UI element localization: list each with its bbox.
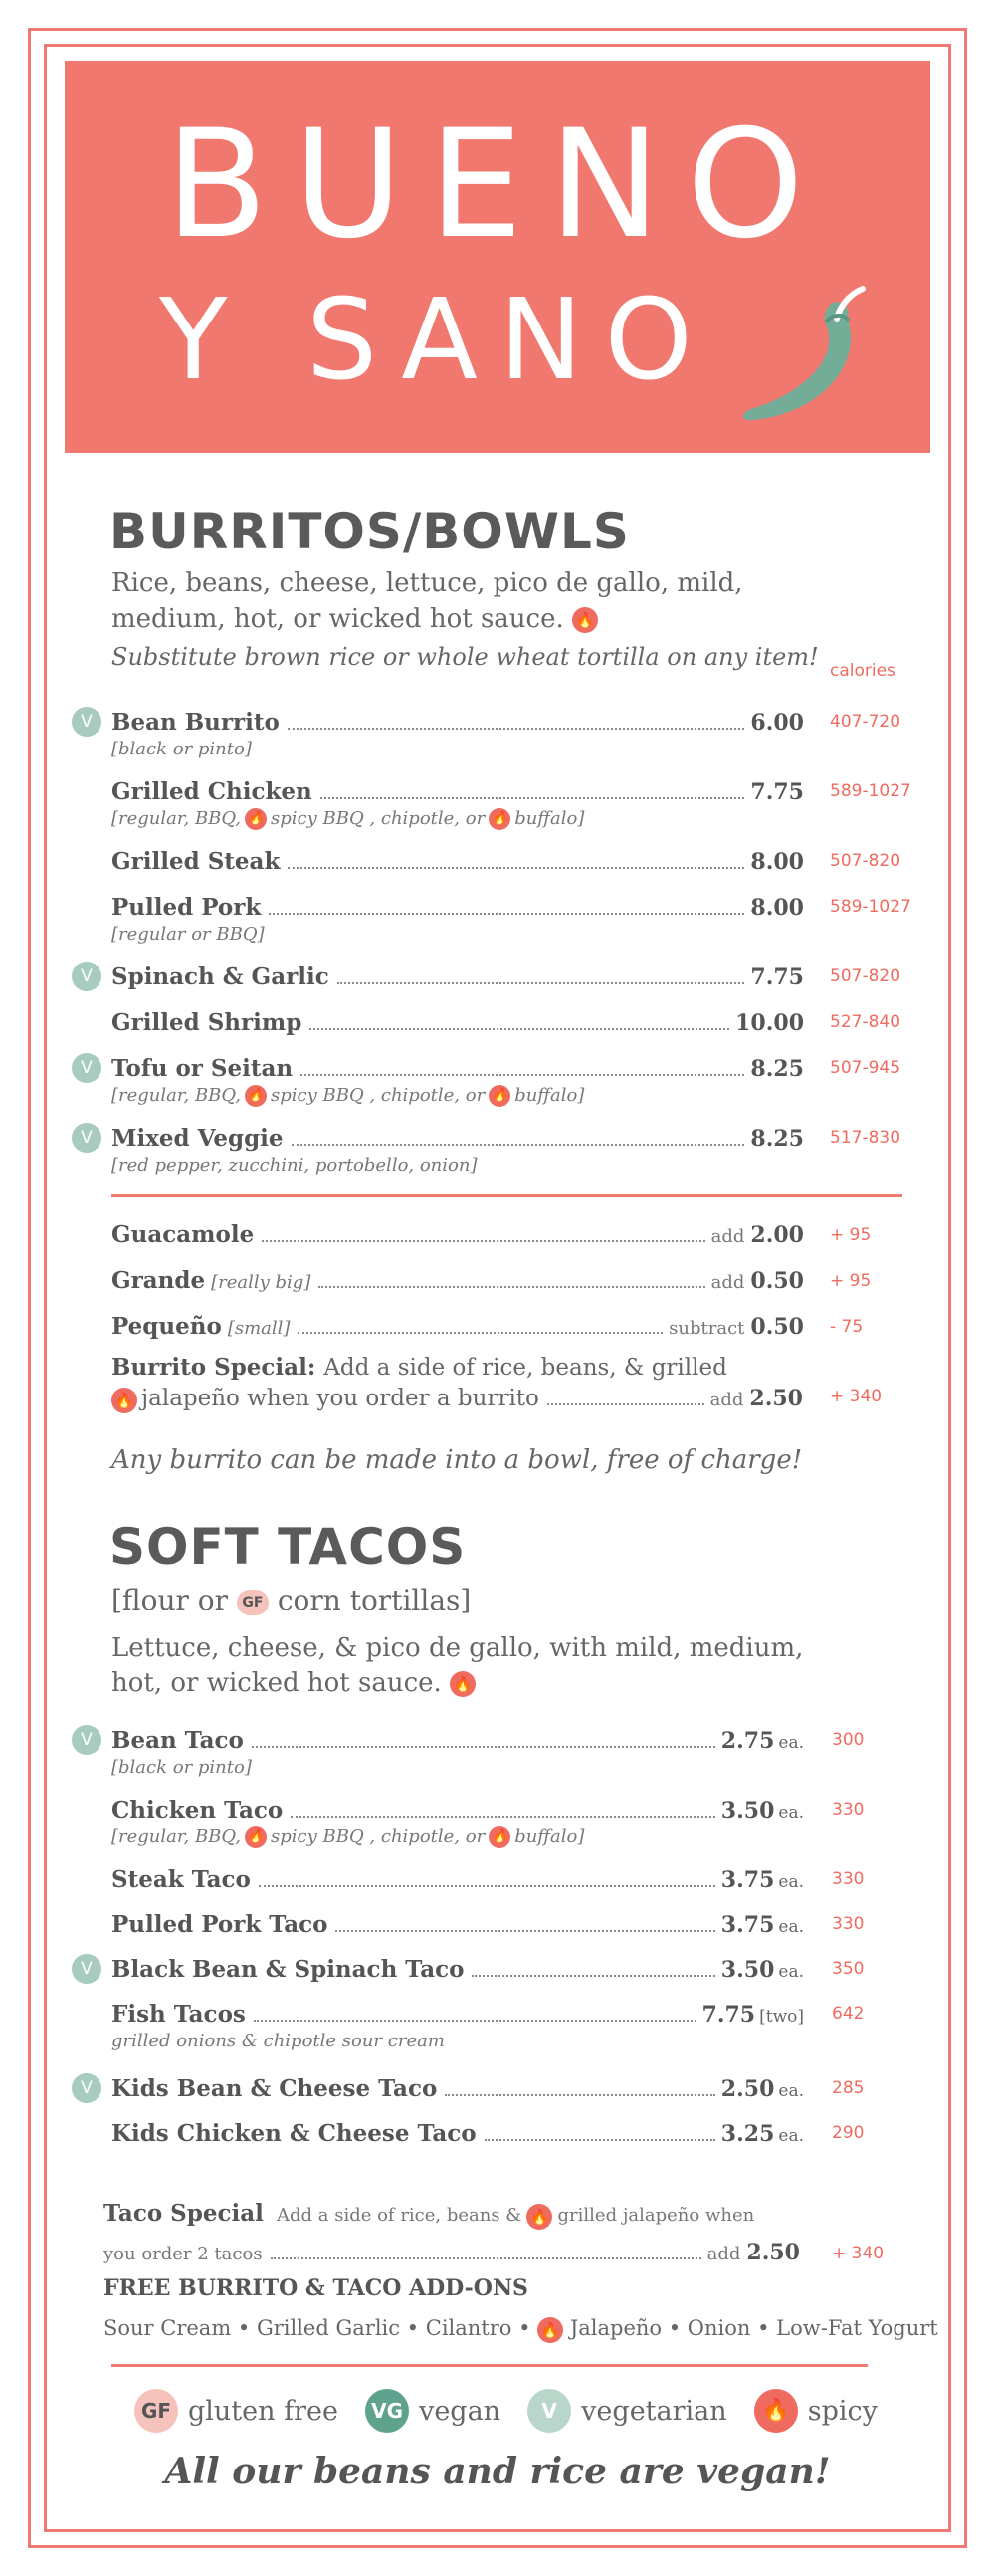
- addon-name: Guacamole: [111, 1221, 255, 1248]
- legend-vegetarian-label: vegetarian: [581, 2395, 727, 2427]
- item-calories: 350: [832, 1959, 865, 1979]
- item-calories: 330: [832, 1914, 865, 1934]
- item-name: Chicken Taco: [111, 1797, 284, 1824]
- legend-gluten-free-label: gluten free: [188, 2395, 338, 2427]
- free-addons-title: FREE BURRITO & TACO ADD-ONS: [103, 2275, 528, 2301]
- item-name: Bean Burrito: [111, 709, 280, 736]
- burrito-special-price: 2.50: [749, 1386, 803, 1411]
- menu-item-mixed-veggie: [111, 1125, 804, 1152]
- leader-dots: [318, 1286, 704, 1288]
- flame-icon: 🔥: [572, 607, 598, 633]
- item-name: Bean Taco: [111, 1727, 244, 1754]
- item-price: 3.75: [720, 1867, 775, 1893]
- vegetarian-icon: V: [72, 2073, 101, 2103]
- item-name: Grilled Shrimp: [111, 1009, 302, 1036]
- burritos-description-line-2: [111, 601, 598, 637]
- menu-item-pulled-pork-taco: [111, 1911, 804, 1938]
- flame-icon: 🔥: [245, 808, 267, 830]
- menu-item-bean-taco: [111, 1727, 804, 1754]
- item-price: 2.75: [720, 1728, 775, 1754]
- leader-dots: [269, 913, 744, 915]
- item-calories: 330: [832, 1869, 865, 1889]
- vegetarian-icon: V: [72, 1725, 101, 1755]
- menu-item-tofu-or-seitan: [111, 1055, 804, 1082]
- item-name: Tofu or Seitan: [111, 1055, 294, 1082]
- item-name: Black Bean & Spinach Taco: [111, 1956, 465, 1983]
- flame-icon: 🔥: [245, 1826, 267, 1848]
- item-name: Spinach & Garlic: [111, 964, 329, 990]
- taco-special-line-1: [103, 2200, 754, 2230]
- burrito-special-text-2: jalapeño when you order a burrito: [141, 1386, 539, 1411]
- menu-item-bean-burrito: [111, 709, 804, 736]
- vegetarian-icon: V: [72, 1053, 101, 1083]
- menu-item-pulled-pork: [111, 894, 804, 921]
- item-price: 8.00: [750, 895, 804, 921]
- item-note-b: spicy BBQ , chipotle, or: [271, 1085, 486, 1106]
- item-unit: ea.: [778, 2126, 804, 2146]
- addon-peque-o: [111, 1313, 804, 1340]
- addon-name: Grande: [111, 1267, 206, 1294]
- menu-item-grilled-steak: [111, 848, 804, 875]
- leader-dots: [320, 797, 745, 799]
- item-unit: ea.: [778, 1962, 804, 1982]
- leader-dots: [337, 982, 745, 984]
- taco-special-text-1a: Add a side of rice, beans &: [276, 2205, 522, 2226]
- logo-banner: [65, 61, 930, 453]
- item-name: Pulled Pork: [111, 894, 262, 921]
- item-calories: 507-945: [830, 1058, 901, 1078]
- addon-prefix: add: [710, 1226, 745, 1247]
- legend-vegan-label: vegan: [419, 2395, 501, 2427]
- burrito-special-prefix: add: [709, 1390, 744, 1410]
- menu-item-chicken-taco: [111, 1797, 804, 1824]
- burrito-special-calories: + 340: [830, 1387, 883, 1406]
- item-price: 3.25: [720, 2121, 775, 2147]
- leader-dots: [472, 1975, 714, 1977]
- addon-prefix: add: [710, 1272, 745, 1293]
- item-calories: 589-1027: [830, 781, 911, 801]
- item-price: 8.00: [750, 849, 804, 875]
- tacos-description-line-1: Lettuce, cheese, & pico de gallo, with mild, medium,: [111, 1633, 804, 1663]
- item-calories: 589-1027: [830, 897, 911, 917]
- addon-price: 2.00: [750, 1222, 804, 1248]
- item-calories: 285: [832, 2078, 865, 2098]
- item-unit: ea.: [778, 1733, 804, 1753]
- item-price: 3.50: [720, 1957, 775, 1983]
- item-price: 6.00: [750, 710, 804, 736]
- taco-special-price: 2.50: [746, 2240, 800, 2265]
- item-name: Fish Tacos: [111, 2001, 246, 2028]
- leader-dots: [288, 867, 744, 869]
- vegetarian-icon: V: [72, 707, 101, 737]
- legend: [134, 2389, 899, 2433]
- legend-spicy-label: spicy: [807, 2395, 878, 2427]
- addon-grande: [111, 1267, 804, 1294]
- item-calories: 507-820: [830, 966, 901, 986]
- flame-icon: 🔥: [111, 1388, 137, 1413]
- menu-item-grilled-chicken: [111, 778, 804, 805]
- footer-divider: [111, 2364, 868, 2367]
- gluten-free-icon: GF: [134, 2389, 178, 2433]
- item-unit: ea.: [778, 1872, 804, 1892]
- chili-pepper-icon: [731, 275, 871, 424]
- item-price: 10.00: [735, 1010, 804, 1036]
- item-unit: ea.: [778, 2081, 804, 2101]
- item-calories: 642: [832, 2004, 865, 2024]
- leader-dots: [271, 2257, 701, 2259]
- item-name: Kids Bean & Cheese Taco: [111, 2075, 438, 2102]
- leader-dots: [262, 1240, 704, 1242]
- burritos-substitute-note: Substitute brown rice or whole wheat tortilla on any item!: [111, 643, 819, 671]
- menu-item-steak-taco: [111, 1866, 804, 1893]
- addon-price: 0.50: [750, 1268, 804, 1294]
- item-calories: 330: [832, 1800, 865, 1820]
- item-calories: 517-830: [830, 1128, 901, 1148]
- taco-special-text-2: you order 2 tacos: [103, 2244, 263, 2264]
- flame-icon: 🔥: [526, 2204, 552, 2230]
- item-name: Grilled Steak: [111, 848, 281, 875]
- leader-dots: [298, 1332, 663, 1334]
- burrito-special-line-1: [111, 1354, 808, 1381]
- item-name: Kids Chicken & Cheese Taco: [111, 2120, 477, 2147]
- burrito-special-text-1: Add a side of rice, beans, & grilled: [323, 1355, 727, 1381]
- section-divider: [111, 1194, 902, 1197]
- item-price: 8.25: [750, 1056, 804, 1082]
- flame-icon: 🔥: [450, 1671, 476, 1697]
- burrito-special-line-2: [111, 1386, 803, 1413]
- item-note: [regular or BBQ]: [111, 924, 265, 945]
- flame-icon: 🔥: [245, 1085, 267, 1107]
- burritos-description-text: medium, hot, or wicked hot sauce.: [111, 604, 564, 634]
- taco-special-calories: + 340: [832, 2244, 885, 2263]
- burritos-description-line-1: Rice, beans, cheese, lettuce, pico de gallo, mild,: [111, 568, 743, 598]
- item-note-c: buffalo]: [514, 1085, 585, 1106]
- taco-special-text-1b: grilled jalapeño when: [557, 2205, 755, 2226]
- tortilla-options: [111, 1583, 471, 1618]
- item-name: Pulled Pork Taco: [111, 1911, 328, 1938]
- item-note-c: buffalo]: [514, 808, 585, 829]
- logo-line-2: Y SANO: [159, 276, 714, 405]
- item-note: [black or pinto]: [111, 1757, 252, 1778]
- vegan-icon: VG: [365, 2389, 409, 2433]
- addon-guacamole: [111, 1221, 804, 1248]
- addon-note: [really big]: [211, 1272, 311, 1293]
- item-price: 3.75: [720, 1912, 775, 1938]
- item-calories: 300: [832, 1730, 865, 1750]
- item-note-a: [regular, BBQ,: [111, 1826, 241, 1847]
- item-unit: ea.: [778, 1917, 804, 1937]
- tortilla-options-a: [flour or: [111, 1584, 229, 1616]
- item-note: grilled onions & chipotle sour cream: [111, 2031, 445, 2051]
- addon-calories: - 75: [830, 1317, 864, 1337]
- item-price: 7.75: [701, 2002, 756, 2028]
- addon-price: 0.50: [750, 1314, 804, 1340]
- item-unit: ea.: [778, 1803, 804, 1823]
- footer-vegan-note: All our beans and rice are vegan!: [164, 2451, 831, 2492]
- flame-icon: 🔥: [489, 1826, 510, 1848]
- tacos-section-title: SOFT TACOS: [109, 1518, 467, 1576]
- flame-icon: 🔥: [489, 1085, 510, 1107]
- leader-dots: [254, 2020, 696, 2022]
- addon-note: [small]: [227, 1318, 291, 1339]
- vegetarian-icon: V: [72, 962, 101, 991]
- item-calories: 507-820: [830, 851, 901, 871]
- leader-dots: [252, 1746, 715, 1748]
- item-price: 2.50: [720, 2076, 775, 2102]
- taco-special-prefix: add: [706, 2244, 741, 2264]
- item-note: [red pepper, zucchini, portobello, onion]: [111, 1155, 478, 1176]
- item-note: [black or pinto]: [111, 739, 252, 759]
- leader-dots: [445, 2094, 715, 2096]
- gluten-free-badge: GF: [237, 1590, 269, 1615]
- leader-dots: [300, 1074, 744, 1076]
- menu-item-kids-bean-cheese-taco: [111, 2075, 804, 2102]
- item-note-a: [regular, BBQ,: [111, 1085, 241, 1106]
- vegetarian-icon: V: [527, 2389, 571, 2433]
- free-addons-list: [103, 2316, 938, 2343]
- leader-dots: [547, 1403, 704, 1405]
- leader-dots: [309, 1028, 729, 1030]
- taco-special-label: Taco Special: [103, 2200, 264, 2227]
- leader-dots: [335, 1930, 714, 1932]
- menu-item-grilled-shrimp: [111, 1009, 804, 1036]
- addon-name: Pequeño: [111, 1313, 222, 1340]
- free-addons-list-b: Jalapeño • Onion • Low-Fat Yogurt: [569, 2316, 938, 2340]
- addon-calories: + 95: [830, 1271, 872, 1291]
- item-note-b: spicy BBQ , chipotle, or: [271, 808, 486, 829]
- addon-prefix: subtract: [669, 1318, 745, 1339]
- flame-icon: 🔥: [489, 808, 510, 830]
- item-name: Mixed Veggie: [111, 1125, 284, 1152]
- leader-dots: [259, 1885, 715, 1887]
- menu-item-fish-tacos: [111, 2001, 804, 2028]
- item-note-b: spicy BBQ , chipotle, or: [271, 1826, 486, 1847]
- taco-special-line-2: [103, 2240, 800, 2265]
- menu-item-spinach-garlic: [111, 964, 804, 990]
- addon-calories: + 95: [830, 1225, 872, 1245]
- item-note-a: [regular, BBQ,: [111, 808, 241, 829]
- burrito-special-label: Burrito Special:: [111, 1354, 316, 1381]
- logo-line-1: BUENO: [165, 99, 830, 272]
- item-price: 7.75: [750, 779, 804, 805]
- item-price: 3.50: [720, 1798, 775, 1824]
- menu-item-kids-chicken-cheese-taco: [111, 2120, 804, 2147]
- tacos-description-text: hot, or wicked hot sauce.: [111, 1668, 442, 1698]
- calories-header: calories: [830, 661, 896, 681]
- item-price: 8.25: [750, 1126, 804, 1152]
- item-unit: [two]: [759, 2007, 804, 2027]
- leader-dots: [292, 1144, 745, 1146]
- item-options-note: [111, 1826, 584, 1848]
- tortilla-options-b: corn tortillas]: [277, 1584, 472, 1616]
- item-options-note: [111, 1085, 584, 1107]
- vegetarian-icon: V: [72, 1123, 101, 1153]
- item-calories: 527-840: [830, 1012, 901, 1032]
- flame-icon: 🔥: [754, 2389, 798, 2433]
- item-name: Steak Taco: [111, 1866, 251, 1893]
- item-price: 7.75: [750, 965, 804, 990]
- menu-item-black-bean-spinach-taco: [111, 1956, 804, 1983]
- leader-dots: [485, 2139, 715, 2141]
- item-calories: 290: [832, 2123, 865, 2143]
- bowl-note: Any burrito can be made into a bowl, free of charge!: [111, 1445, 803, 1475]
- tacos-description-line-2: [111, 1665, 476, 1701]
- item-note-c: buffalo]: [514, 1826, 585, 1847]
- burritos-section-title: BURRITOS/BOWLS: [109, 503, 630, 560]
- vegetarian-icon: V: [72, 1954, 101, 1984]
- item-options-note: [111, 808, 584, 830]
- leader-dots: [291, 1816, 715, 1818]
- item-name: Grilled Chicken: [111, 778, 312, 805]
- flame-icon: 🔥: [537, 2317, 563, 2343]
- leader-dots: [288, 728, 745, 730]
- free-addons-list-a: Sour Cream • Grilled Garlic • Cilantro •: [103, 2316, 531, 2340]
- item-calories: 407-720: [830, 712, 901, 732]
